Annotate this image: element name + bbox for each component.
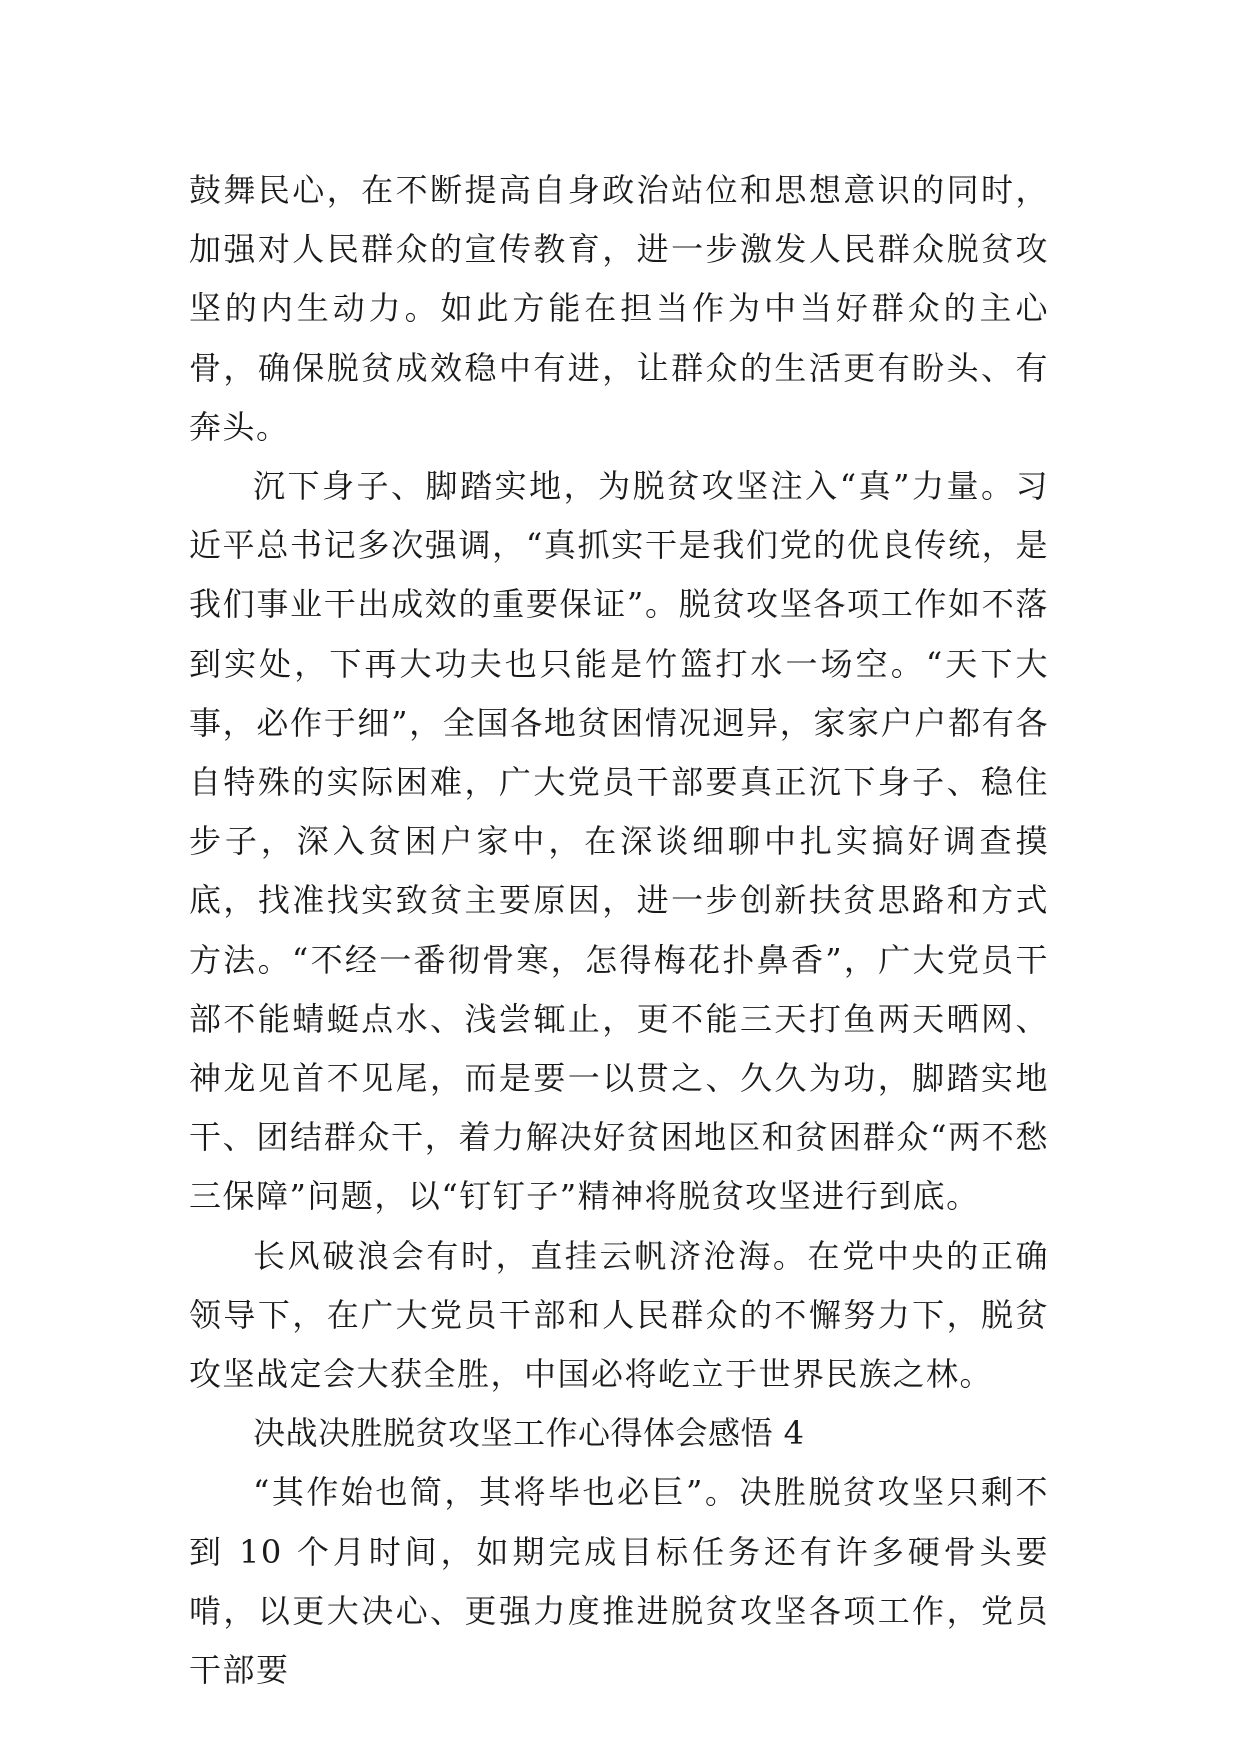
paragraph-continued: 鼓舞民心，在不断提高自身政治站位和思想意识的同时，加强对人民群众的宣传教育，进一步激发人民群众脱贫攻坚的内生动力。如此方能在担当作为中当好群众的主心骨，确保脱贫成效稳中有进，让群众的生活更有盼头、有奔头。 (189, 171, 1049, 446)
document-body (189, 161, 1049, 1700)
paragraph-section-4-intro: “其作始也简，其将毕也必巨”。决胜脱贫攻坚只剩不到 10 个月时间，如期完成目标任务还有许多硬骨头要啃，以更大决心、更强力度推进脱贫攻坚各项工作，党员干部要 (189, 1473, 1049, 1690)
paragraph-conclusion: 长风破浪会有时，直挂云帆济沧海。在党中央的正确领导下，在广大党员干部和人民群众的不懈努力下，脱贫攻坚战定会大获全胜，中国必将屹立于世界民族之林。 (189, 1236, 1049, 1394)
section-heading: 决战决胜脱贫攻坚工作心得体会感悟 4 (253, 1414, 805, 1453)
paragraph-down-to-earth: 沉下身子、脚踏实地，为脱贫攻坚注入“真”力量。习近平总书记多次强调，“真抓实干是我们党的优良传统，是我们事业干出成效的重要保证”。脱贫攻坚各项工作如不落到实处，下再大功夫也只能是竹篮打水一场空。“天下大事，必作于细”，全国各地贫困情况迥异，家家户户都有各自特殊的实际困难，广大党员干部要真正沉下身子、稳住步子，深入贫困户家中，在深谈细聊中扎实搞好调查摸底，找准找实致贫主要原因，进一步创新扶贫思路和方式方法。“不经一番彻骨寒，怎得梅花扑鼻香”，广大党员干部不能蜻蜓点水、浅尝辄止，更不能三天打鱼两天晒网、神龙见首不见尾，而是要一以贯之、久久为功，脚踏实地干、团结群众干，着力解决好贫困地区和贫困群众“两不愁三保障”问题，以“钉钉子”精神将脱贫攻坚进行到底。 (189, 467, 1049, 1216)
